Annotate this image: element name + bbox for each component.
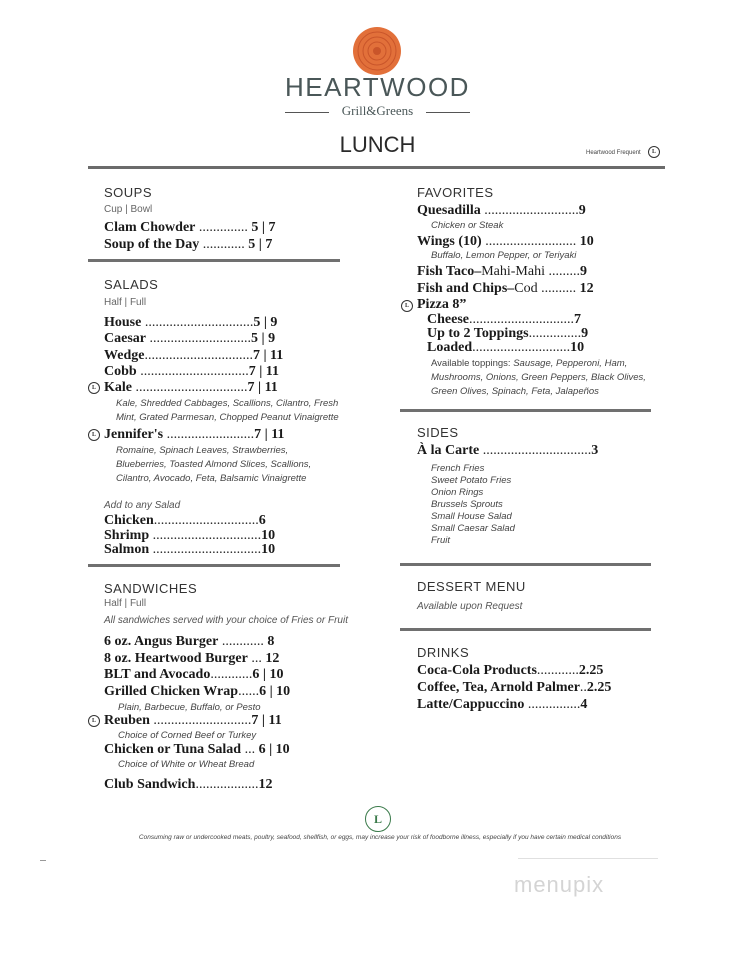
- toppings-list: Available toppings: Sausage, Pepperoni, Ham, Mushrooms, Onions, Green Peppers, Black Olives, Green Olives, Spinach, Feta, Jalapeños: [431, 358, 646, 397]
- item-description: Choice of Corned Beef or Turkey: [118, 730, 257, 741]
- menu-item: À la Carte ...............................3: [417, 443, 599, 458]
- menu-title: LUNCH: [339, 132, 416, 157]
- disclaimer: Consuming raw or undercooked meats, poultry, seafood, shellfish, or eggs, may increase your risk of foodborne illness, especially if you have certain medical conditions: [138, 834, 622, 841]
- header-divider: [88, 166, 665, 169]
- frequent-badge-icon: L: [401, 300, 413, 312]
- watermark: menupix: [514, 872, 605, 897]
- dessert-note: Available upon Request: [417, 601, 523, 612]
- menu-item: Wedge...............................7 | 11: [104, 348, 284, 363]
- menu-item: House ...............................5 | 9: [104, 315, 278, 330]
- sandwiches-served: All sandwiches served with your choice of Fries or Fruit: [104, 615, 348, 626]
- menu-item: Clam Chowder .............. 5 | 7: [104, 220, 276, 235]
- footer-logo: L: [365, 806, 391, 832]
- section-divider: [400, 628, 651, 631]
- menu-item: Kale ................................7 | 11: [104, 380, 278, 395]
- section-divider: [400, 409, 651, 412]
- section-divider: [88, 259, 340, 262]
- subtitle-rule-left: [285, 112, 329, 113]
- menu-item: Chicken..............................6: [104, 513, 266, 528]
- frequent-label: Heartwood Frequent: [586, 150, 641, 156]
- menu-item: Fish and Chips–Cod .......... 12: [417, 281, 594, 296]
- menu-item: Jennifer's .........................7 | 11: [104, 427, 285, 442]
- frequent-legend: [568, 145, 663, 161]
- menu-item: 6 oz. Angus Burger ............ 8: [104, 634, 275, 649]
- sandwiches-heading: SANDWICHES: [104, 581, 198, 596]
- menu-item: Pizza 8”: [417, 297, 467, 312]
- menu-item: BLT and Avocado............6 | 10: [104, 667, 284, 682]
- menu-item: Coffee, Tea, Arnold Palmer..2.25: [417, 680, 612, 695]
- menu-item: Fish Taco–Mahi-Mahi .........9: [417, 264, 587, 279]
- frequent-badge-icon: L: [648, 146, 660, 158]
- sides-heading: SIDES: [417, 425, 459, 440]
- menu-item: Cobb ...............................7 | 11: [104, 364, 279, 379]
- brand-subtitle: Grill&Greens: [341, 103, 414, 118]
- salads-sizes: Half | Full: [104, 297, 147, 308]
- menu-item: Soup of the Day ............ 5 | 7: [104, 237, 273, 252]
- brand-subtitle-row: [285, 103, 470, 121]
- menu-item: Salmon ...............................10: [104, 542, 276, 557]
- brand-name: HEARTWOOD: [285, 72, 470, 102]
- menu-item: Grilled Chicken Wrap......6 | 10: [104, 684, 291, 699]
- sandwiches-sizes: Half | Full: [104, 598, 147, 609]
- soups-heading: SOUPS: [104, 185, 153, 200]
- item-description: Plain, Barbecue, Buffalo, or Pesto: [118, 702, 261, 713]
- item-description: Romaine, Spinach Leaves, Strawberries, Blueberries, Toasted Almond Slices, Scallions, Cilantro, Avocado, Feta, Balsamic Vinaigrette: [116, 445, 312, 484]
- favorites-heading: FAVORITES: [417, 185, 494, 200]
- menu-item: Latte/Cappuccino ...............4: [417, 697, 588, 712]
- menu-item: Up to 2 Toppings...............9: [427, 326, 589, 341]
- salads-heading: SALADS: [104, 277, 159, 292]
- menu-item: Quesadilla ...........................9: [417, 203, 586, 218]
- frequent-badge-icon: L: [88, 382, 100, 394]
- subtitle-rule-right: [426, 112, 470, 113]
- menu-item: 8 oz. Heartwood Burger ... 12: [104, 651, 280, 666]
- item-description: Kale, Shredded Cabbages, Scallions, Cilantro, Fresh Mint, Grated Parmesan, Chopped Peanut Vinaigrette: [116, 398, 339, 423]
- menu-item: Coca-Cola Products............2.25: [417, 663, 604, 678]
- wood-ring-logo: [352, 26, 402, 76]
- sides-list: French Fries Sweet Potato Fries Onion Rings Brussels Sprouts Small House Salad Small Caesar Salad Fruit: [431, 463, 515, 546]
- menu-item: Club Sandwich..................12: [104, 777, 273, 792]
- menu-item: Wings (10) .......................... 10: [417, 234, 594, 249]
- section-divider: [400, 563, 651, 566]
- dessert-heading: DESSERT MENU: [417, 579, 526, 594]
- menu-item: Cheese..............................7: [427, 312, 581, 327]
- menu-item: Loaded............................10: [427, 340, 585, 355]
- item-description: Choice of White or Wheat Bread: [118, 759, 255, 770]
- item-description: Buffalo, Lemon Pepper, or Teriyaki: [431, 250, 577, 261]
- section-divider: [88, 564, 340, 567]
- frequent-badge-icon: L: [88, 429, 100, 441]
- menu-item: Reuben ............................7 | 11: [104, 713, 282, 728]
- frequent-badge-icon: L: [88, 715, 100, 727]
- watermark-rule: [518, 858, 658, 859]
- corner-mark: [40, 860, 46, 861]
- soups-sizes: Cup | Bowl: [104, 204, 153, 215]
- menu-item: Shrimp ...............................10: [104, 528, 276, 543]
- item-description: Chicken or Steak: [431, 220, 504, 231]
- menu-item: Chicken or Tuna Salad ... 6 | 10: [104, 742, 290, 757]
- addons-label: Add to any Salad: [104, 500, 181, 511]
- menu-item: Caesar .............................5 | 9: [104, 331, 276, 346]
- drinks-heading: DRINKS: [417, 645, 470, 660]
